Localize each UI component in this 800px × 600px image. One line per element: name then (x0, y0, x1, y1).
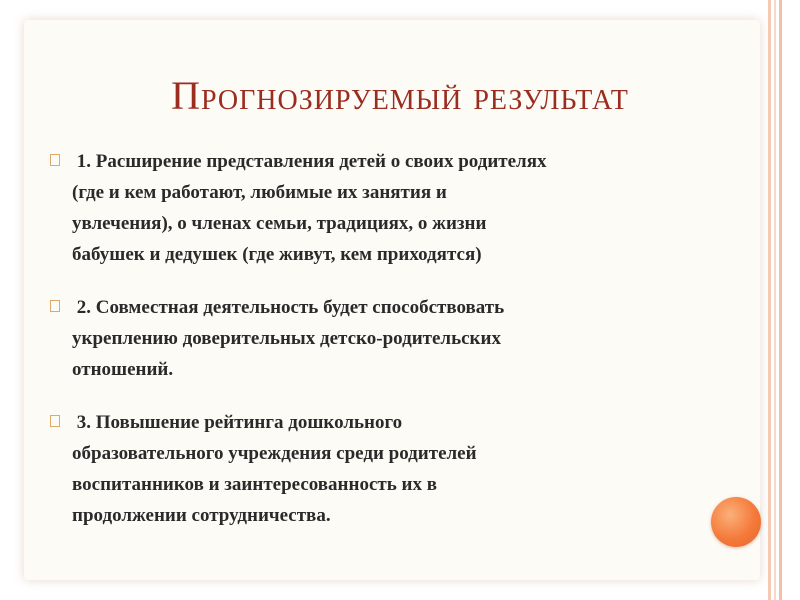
bullet-text: 2. Совместная деятельность будет способствовать укреплению доверительных детско-родительских отношений. (72, 297, 505, 380)
decorative-circle (711, 497, 761, 547)
bullet-item (50, 146, 690, 270)
slide-title: Прогнозируемый результат (171, 73, 629, 118)
bullet-list (50, 146, 690, 553)
bullet-item (50, 407, 690, 531)
bullet-text: 3. Повышение рейтинга дошкольного образовательного учреждения среди родителей воспитанников и заинтересованность их в продолжении сотрудничества. (72, 412, 477, 526)
bullet-item (50, 292, 690, 385)
square-bullet-icon (50, 154, 60, 166)
square-bullet-icon (50, 300, 60, 312)
bullet-text: 1. Расширение представления детей о своих родителях (где и кем работают, любимые их занятия и увлечения), о членах семьи, традициях, о жизни бабушек и дедушек (где живут, кем приходятся) (72, 151, 547, 265)
square-bullet-icon (50, 415, 60, 427)
